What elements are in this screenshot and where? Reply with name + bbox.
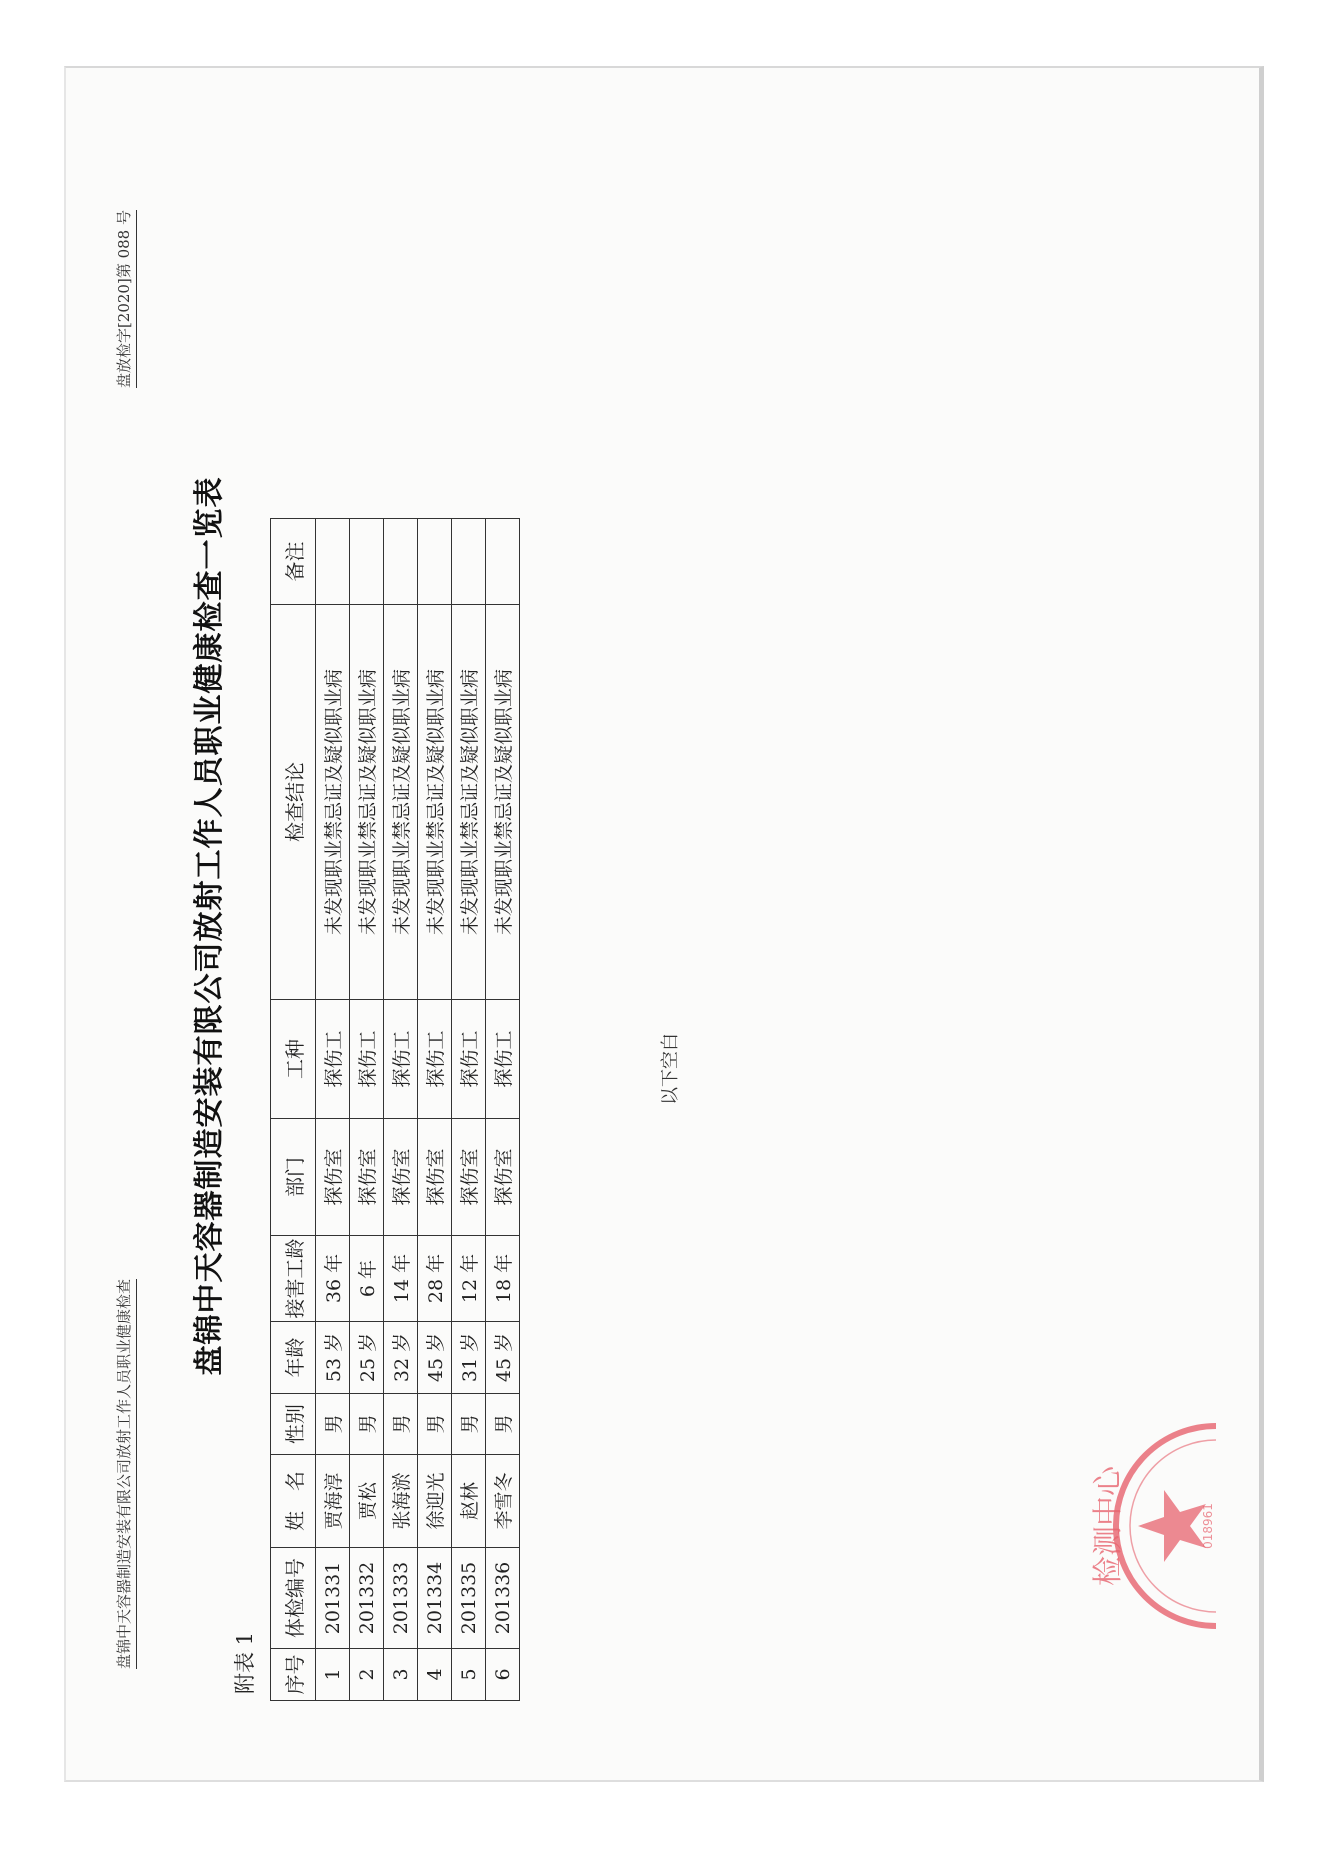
cell-remarks	[350, 519, 384, 605]
cell-age: 45 岁	[486, 1322, 520, 1394]
cell-gender: 男	[418, 1394, 452, 1455]
table-header-row	[271, 519, 316, 1701]
cell-index: 6	[486, 1649, 520, 1701]
table-row	[384, 519, 418, 1701]
seal-text-top: 检测中心	[1091, 1466, 1126, 1586]
col-header-job-type: 工种	[271, 1000, 316, 1119]
cell-conclusion: 未发现职业禁忌证及疑似职业病	[418, 605, 452, 1000]
page-title: 盘锦中天容器制造安装有限公司放射工作人员职业健康检查一览表	[192, 476, 227, 1376]
cell-exposure-years: 12 年	[452, 1236, 486, 1322]
blank-below-note: 以下空白	[660, 1033, 681, 1105]
seal-text-bottom: 018961	[1201, 1503, 1215, 1549]
col-header-conclusion: 检查结论	[271, 605, 316, 1000]
cell-exam-id: 201336	[486, 1548, 520, 1649]
cell-conclusion: 未发现职业禁忌证及疑似职业病	[316, 605, 350, 1000]
cell-job-type: 探伤工	[316, 1000, 350, 1119]
cell-conclusion: 未发现职业禁忌证及疑似职业病	[486, 605, 520, 1000]
cell-name: 张海淤	[384, 1455, 418, 1548]
cell-exam-id: 201331	[316, 1548, 350, 1649]
cell-index: 3	[384, 1649, 418, 1701]
cell-job-type: 探伤工	[486, 1000, 520, 1119]
cell-gender: 男	[452, 1394, 486, 1455]
cell-department: 探伤室	[418, 1119, 452, 1236]
cell-remarks	[316, 519, 350, 605]
cell-remarks	[486, 519, 520, 605]
cell-name: 赵林	[452, 1455, 486, 1548]
cell-gender: 男	[350, 1394, 384, 1455]
col-header-name: 姓 名	[271, 1455, 316, 1548]
cell-exposure-years: 18 年	[486, 1236, 520, 1322]
cell-exam-id: 201333	[384, 1548, 418, 1649]
cell-conclusion: 未发现职业禁忌证及疑似职业病	[384, 605, 418, 1000]
appendix-label: 附表 1	[233, 1631, 257, 1694]
cell-exposure-years: 36 年	[316, 1236, 350, 1322]
col-header-exam-id: 体检编号	[271, 1548, 316, 1649]
cell-index: 5	[452, 1649, 486, 1701]
official-seal-stamp	[1076, 1406, 1216, 1646]
col-header-index: 序号	[271, 1649, 316, 1701]
header-left: 盘锦中天容器制造安装有限公司放射工作人员职业健康检查	[113, 1279, 137, 1669]
cell-age: 45 岁	[418, 1322, 452, 1394]
cell-age: 32 岁	[384, 1322, 418, 1394]
rotated-content	[66, 68, 1264, 1782]
cell-index: 2	[350, 1649, 384, 1701]
cell-remarks	[384, 519, 418, 605]
cell-conclusion: 未发现职业禁忌证及疑似职业病	[350, 605, 384, 1000]
col-header-gender: 性别	[271, 1394, 316, 1455]
table-row	[418, 519, 452, 1701]
cell-name: 徐迎光	[418, 1455, 452, 1548]
cell-job-type: 探伤工	[350, 1000, 384, 1119]
cell-job-type: 探伤工	[384, 1000, 418, 1119]
cell-exposure-years: 6 年	[350, 1236, 384, 1322]
table-row	[350, 519, 384, 1701]
cell-department: 探伤室	[486, 1119, 520, 1236]
cell-index: 1	[316, 1649, 350, 1701]
cell-department: 探伤室	[316, 1119, 350, 1236]
cell-job-type: 探伤工	[452, 1000, 486, 1119]
table-row	[486, 519, 520, 1701]
cell-remarks	[452, 519, 486, 605]
cell-conclusion: 未发现职业禁忌证及疑似职业病	[452, 605, 486, 1000]
cell-exam-id: 201335	[452, 1548, 486, 1649]
cell-remarks	[418, 519, 452, 605]
cell-department: 探伤室	[384, 1119, 418, 1236]
cell-exposure-years: 28 年	[418, 1236, 452, 1322]
cell-exposure-years: 14 年	[384, 1236, 418, 1322]
cell-age: 31 岁	[452, 1322, 486, 1394]
cell-job-type: 探伤工	[418, 1000, 452, 1119]
cell-gender: 男	[316, 1394, 350, 1455]
cell-index: 4	[418, 1649, 452, 1701]
col-header-remarks: 备注	[271, 519, 316, 605]
cell-name: 贾松	[350, 1455, 384, 1548]
col-header-department: 部门	[271, 1119, 316, 1236]
cell-gender: 男	[486, 1394, 520, 1455]
table-row	[316, 519, 350, 1701]
col-header-exposure-years: 接害工龄	[271, 1236, 316, 1322]
cell-exam-id: 201334	[418, 1548, 452, 1649]
seal-star-icon	[1138, 1490, 1206, 1562]
cell-exam-id: 201332	[350, 1548, 384, 1649]
health-check-table	[270, 518, 520, 1701]
cell-age: 25 岁	[350, 1322, 384, 1394]
cell-name: 李雪冬	[486, 1455, 520, 1548]
col-header-age: 年龄	[271, 1322, 316, 1394]
cell-name: 贾海淳	[316, 1455, 350, 1548]
cell-department: 探伤室	[452, 1119, 486, 1236]
table-row	[452, 519, 486, 1701]
cell-department: 探伤室	[350, 1119, 384, 1236]
header-right: 盘放检字[2020]第 088 号	[113, 210, 137, 388]
cell-age: 53 岁	[316, 1322, 350, 1394]
scanned-page	[64, 66, 1264, 1782]
cell-gender: 男	[384, 1394, 418, 1455]
